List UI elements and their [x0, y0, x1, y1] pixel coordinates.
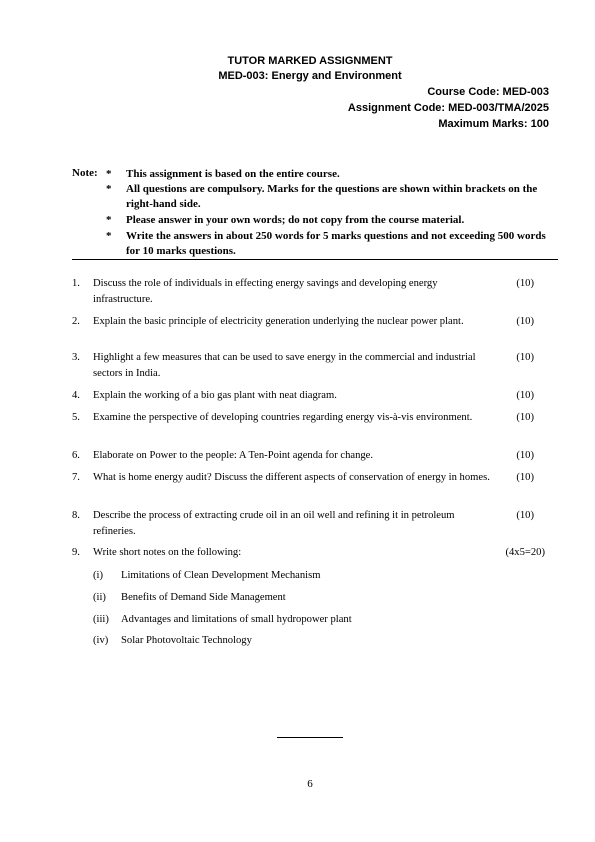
maximum-marks: Maximum Marks: 100: [438, 118, 549, 130]
page-number: 6: [307, 778, 313, 790]
bullet-star-icon: *: [106, 168, 112, 180]
assignment-code: Assignment Code: MED-003/TMA/2025: [347, 102, 549, 114]
bullet-star-icon: *: [106, 214, 112, 226]
bullet-star-icon: *: [106, 230, 112, 242]
assignment-title: TUTOR MARKED ASSIGNMENT: [227, 55, 393, 67]
bullet-star-icon: *: [106, 183, 112, 195]
course-title: MED-003: Energy and Environment: [218, 70, 402, 82]
note-label: Note:: [72, 167, 98, 179]
note-item: * This assignment is based on the entire course.: [106, 168, 340, 180]
note-item: * Please answer in your own words; do not copy from the course material.: [106, 214, 465, 226]
note-item: * Write the answers in about 250 words for 5 marks questions and not exceeding 500 words for 10 marks questions.: [106, 230, 546, 257]
end-divider: [277, 737, 343, 738]
note-item: * All questions are compulsory. Marks for the questions are shown within brackets on the right-hand side.: [106, 183, 538, 210]
course-code: Course Code: MED-003: [427, 86, 549, 98]
divider: [72, 259, 558, 260]
